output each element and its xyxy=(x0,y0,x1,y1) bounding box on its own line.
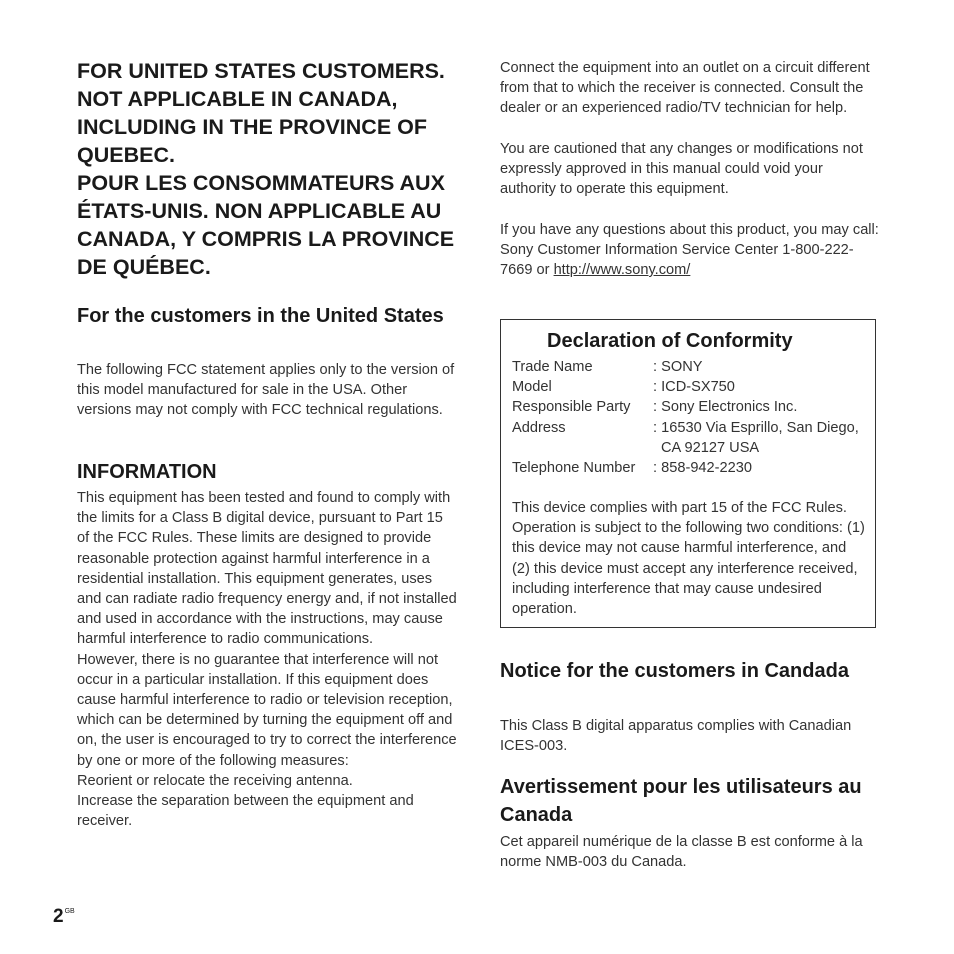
declaration-row xyxy=(512,377,876,397)
declaration-title: Declaration of Conformity xyxy=(547,330,793,352)
fcc-continued-text xyxy=(500,58,880,280)
page-number-value: 2 xyxy=(53,906,64,927)
notice-line: QUEBEC. xyxy=(77,143,175,167)
questions-paragraph xyxy=(500,220,880,281)
notice-line: ÉTATS-UNIS. NON APPLICABLE AU xyxy=(77,199,442,223)
avertissement-heading: Avertissement pour les utilisateurs au Canada xyxy=(500,776,862,826)
notice-line: DE QUÉBEC. xyxy=(77,255,211,279)
notice-line: POUR LES CONSOMMATEURS AUX xyxy=(77,171,445,195)
notice-line: CANADA, Y COMPRIS LA PROVINCE xyxy=(77,227,455,251)
declaration-label: Telephone Number xyxy=(512,460,636,477)
us-customers-paragraph: The following FCC statement applies only to the version of this model manufactured for sale in the USA. Other versions may not comply with FCC technical regulations. xyxy=(77,362,455,419)
information-paragraph-2: However, there is no guarantee that interference will not occur in a particular installation. If this equipment does cause harmful interference to radio or television reception, which can be determined by turning the equipment off and on, the user is encouraged to try to correct the interference by one or more of the following measures: xyxy=(77,651,457,769)
notice-line: INCLUDING IN THE PROVINCE OF xyxy=(77,115,427,139)
information-paragraph-4: Increase the separation between the equipment and receiver. xyxy=(77,793,414,830)
page-number xyxy=(53,906,75,928)
canada-notice-text: This Class B digital apparatus complies with Canadian ICES-003. xyxy=(500,718,852,755)
declaration-row xyxy=(512,458,876,478)
declaration-row xyxy=(512,397,876,417)
information-paragraph-1: This equipment has been tested and found to comply with the limits for a Class B digital device, pursuant to Part 15 of the FCC Rules. These limits are designed to provide reasonable protection against harmful interference in a residential installation. This equipment generates, uses and can radiate radio frequency energy and, if not installed and used in accordance with the instructions, may cause harmful interference to radio communications. xyxy=(77,490,457,648)
information-heading: INFORMATION xyxy=(77,461,217,483)
declaration-label: Trade Name xyxy=(512,359,593,375)
information-text xyxy=(77,488,457,831)
caution-paragraph: You are cautioned that any changes or modifications not expressly approved in this manual could void your authority to operate this equipment. xyxy=(500,140,863,198)
connect-paragraph: Connect the equipment into an outlet on a circuit different from that to which the receiver is connected. Consult the dealer or an experienced radio/TV technician for help. xyxy=(500,60,870,117)
declaration-value: : SONY xyxy=(653,359,703,375)
declaration-table xyxy=(512,357,876,478)
declaration-value: : Sony Electronics Inc. xyxy=(653,399,798,416)
declaration-value: : 16530 Via Esprillo, San Diego, CA 92127 USA xyxy=(653,419,859,456)
us-customers-heading: For the customers in the United States xyxy=(77,305,444,327)
declaration-value: : 858-942-2230 xyxy=(653,460,752,477)
notice-line: FOR UNITED STATES CUSTOMERS. xyxy=(77,59,445,83)
declaration-row xyxy=(512,357,876,377)
declaration-value: : ICD-SX750 xyxy=(653,379,735,396)
declaration-compliance-text: This device complies with part 15 of the FCC Rules. Operation is subject to the following two conditions: (1) this device may not cause harmful interference, and (2) this device must accept any interference received, including interference that may cause undesired operation. xyxy=(512,500,865,618)
notice-line: NOT APPLICABLE IN CANADA, xyxy=(77,87,398,111)
information-paragraph-3: Reorient or relocate the receiving antenna. xyxy=(77,772,353,789)
declaration-row xyxy=(512,418,876,458)
canada-notice-heading: Notice for the customers in Candada xyxy=(500,660,849,682)
sony-website-link[interactable]: http://www.sony.com/ xyxy=(553,262,691,278)
avertissement-text: Cet appareil numérique de la classe B est conforme à la norme NMB-003 du Canada. xyxy=(500,834,863,871)
declaration-label: Address xyxy=(512,419,566,436)
customer-notice-heading xyxy=(77,57,457,281)
declaration-label: Model xyxy=(512,379,552,396)
page-number-suffix: GB xyxy=(64,908,75,915)
questions-text: If you have any questions about this product, you may call: Sony Customer Information Service Center 1-800-222-7669 or xyxy=(500,221,879,278)
declaration-of-conformity-box xyxy=(500,319,876,628)
declaration-label: Responsible Party xyxy=(512,399,631,416)
us-customers-text xyxy=(77,360,457,421)
